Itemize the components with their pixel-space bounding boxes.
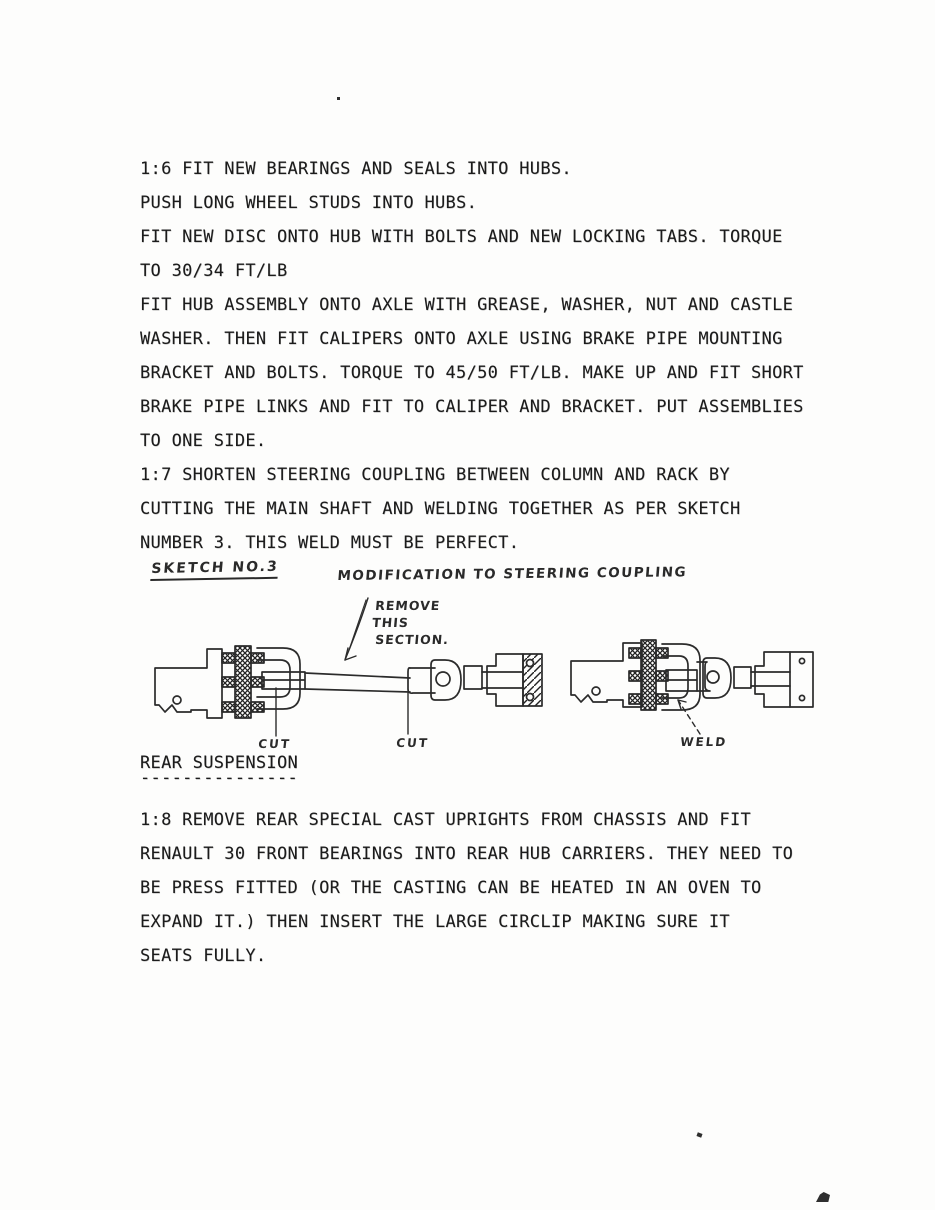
cut-label-left: CUT (257, 737, 292, 751)
typed-line: BRAKE PIPE LINKS AND FIT TO CALIPER AND BRACKET. PUT ASSEMBLIES (140, 397, 804, 417)
remove-note-line2: THIS (371, 615, 410, 630)
scan-speck-top (337, 97, 340, 100)
typed-line: 1:8 REMOVE REAR SPECIAL CAST UPRIGHTS FROM CHASSIS AND FIT (140, 810, 752, 830)
typed-line: CUTTING THE MAIN SHAFT AND WELDING TOGETHER AS PER SKETCH (140, 499, 741, 519)
typed-line: PUSH LONG WHEEL STUDS INTO HUBS. (140, 193, 478, 213)
typed-line: WASHER. THEN FIT CALIPERS ONTO AXLE USING BRAKE PIPE MOUNTING (140, 329, 783, 349)
remove-note-line3: SECTION. (374, 632, 450, 647)
rear-suspension-heading-block (140, 753, 299, 788)
section-heading: REAR SUSPENSION (140, 753, 299, 773)
sketch-after-weld (571, 640, 813, 710)
typed-line: FIT HUB ASSEMBLY ONTO AXLE WITH GREASE, WASHER, NUT AND CASTLE (140, 295, 794, 315)
typed-line: NUMBER 3. THIS WELD MUST BE PERFECT. (140, 533, 520, 553)
steering-instructions-paragraphs (140, 152, 804, 560)
typed-line: BE PRESS FITTED (OR THE CASTING CAN BE HEATED IN AN OVEN TO (140, 878, 762, 898)
steering-coupling-sketch (135, 588, 855, 763)
sketch-before-cut (155, 646, 542, 718)
typed-line: RENAULT 30 FRONT BEARINGS INTO REAR HUB CARRIERS. THEY NEED TO (140, 844, 794, 864)
weld-label: WELD (679, 735, 729, 749)
typed-line: BRACKET AND BOLTS. TORQUE TO 45/50 FT/LB. MAKE UP AND FIT SHORT (140, 363, 804, 383)
rear-suspension-paragraphs (140, 803, 793, 973)
sketch-caption: MODIFICATION TO STEERING COUPLING (336, 564, 688, 584)
scan-blob-bottom-right (816, 1192, 830, 1202)
typed-line: FIT NEW DISC ONTO HUB WITH BOLTS AND NEW LOCKING TABS. TORQUE (140, 227, 783, 247)
typed-line: 1:6 FIT NEW BEARINGS AND SEALS INTO HUBS. (140, 159, 572, 179)
cut-label-middle: CUT (395, 736, 430, 750)
sketch-leader-lines (276, 598, 700, 736)
typed-line: TO ONE SIDE. (140, 431, 267, 451)
section-heading-underline: --------------- (140, 768, 299, 788)
sketch-number-label: SKETCH NO.3 (150, 559, 279, 581)
typed-line: EXPAND IT.) THEN INSERT THE LARGE CIRCLIP MAKING SURE IT (140, 912, 730, 932)
remove-note-line1: REMOVE (374, 598, 442, 613)
scan-speck-bottom (696, 1132, 702, 1137)
typed-line: SEATS FULLY. (140, 946, 267, 966)
typed-line: 1:7 SHORTEN STEERING COUPLING BETWEEN COLUMN AND RACK BY (140, 465, 730, 485)
typed-line: TO 30/34 FT/LB (140, 261, 288, 281)
